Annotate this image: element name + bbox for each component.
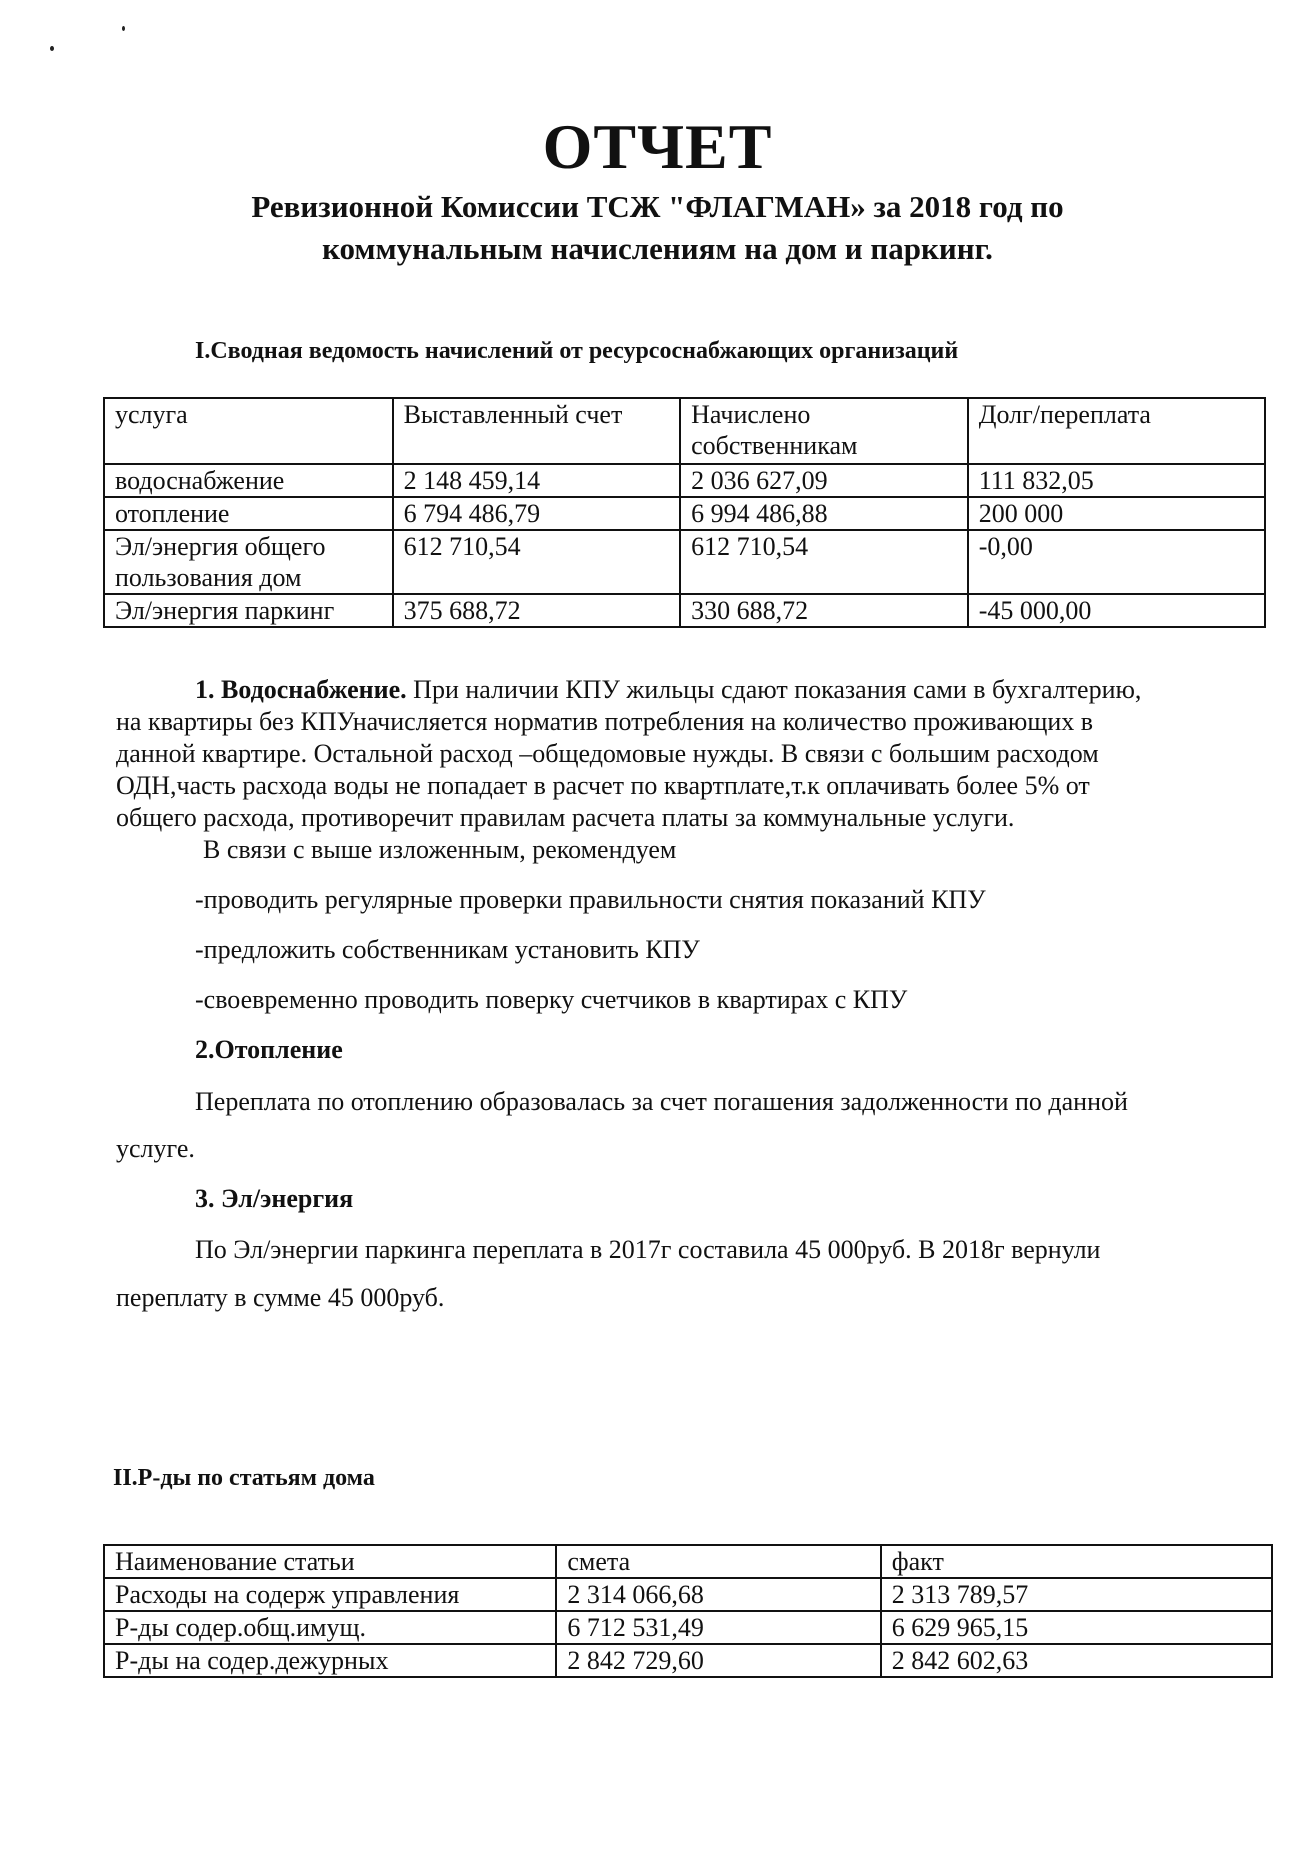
table-row — [104, 497, 1265, 530]
water-paragraph-line: на квартиры без КПУначисляется норматив потребления на количество проживающих в — [116, 707, 1094, 736]
water-paragraph-line: В связи с выше изложенным, рекомендуем — [203, 835, 677, 864]
recommendation-item: -предложить собственникам установить КПУ — [195, 935, 700, 964]
header-cell: Наименование статьи — [104, 1545, 556, 1578]
table-row — [104, 1644, 1272, 1677]
header-cell: Начислено собственникам — [680, 398, 968, 464]
heating-text: услуге. — [116, 1134, 195, 1163]
table-cell: 2 313 789,57 — [881, 1578, 1272, 1611]
water-paragraph-line — [195, 674, 1141, 706]
header-cell: услуга — [104, 398, 393, 464]
recommendation-item: -своевременно проводить поверку счетчиков в квартирах с КПУ — [195, 985, 908, 1014]
table-cell: Р-ды на содер.дежурных — [104, 1644, 556, 1677]
water-paragraph-line: общего расхода, противоречит правилам расчета платы за коммунальные услуги. — [116, 803, 1015, 832]
table-header-row — [104, 398, 1265, 464]
table-cell: 2 842 602,63 — [881, 1644, 1272, 1677]
table-cell: 200 000 — [968, 497, 1265, 530]
table-cell: отопление — [104, 497, 393, 530]
table-row — [104, 1578, 1272, 1611]
table-cell: 2 036 627,09 — [680, 464, 968, 497]
report-subtitle — [150, 186, 1165, 270]
scan-speck — [50, 46, 54, 51]
table-cell: Р-ды содер.общ.имущ. — [104, 1611, 556, 1644]
header-cell: смета — [556, 1545, 880, 1578]
table-cell: 2 314 066,68 — [556, 1578, 880, 1611]
scan-speck — [122, 26, 125, 31]
heating-heading: 2.Отопление — [195, 1035, 343, 1064]
section-2-heading: II.Р-ды по статьям дома — [113, 1465, 375, 1491]
table-cell: 612 710,54 — [680, 530, 968, 594]
electricity-text: По Эл/энергии паркинга переплата в 2017г составила 45 000руб. В 2018г вернули — [195, 1235, 1101, 1264]
table-row — [104, 1611, 1272, 1644]
table-cell: 2 842 729,60 — [556, 1644, 880, 1677]
table-cell: 111 832,05 — [968, 464, 1265, 497]
table-cell: водоснабжение — [104, 464, 393, 497]
water-paragraph-line: ОДН,часть расхода воды не попадает в расчет по квартплате,т.к оплачивать более 5% от — [116, 771, 1090, 800]
table-cell: 6 712 531,49 — [556, 1611, 880, 1644]
table-row — [104, 464, 1265, 497]
electricity-text: переплату в сумме 45 000руб. — [116, 1283, 445, 1312]
table-cell: Эл/энергия общего пользования дом — [104, 530, 393, 594]
heating-text: Переплата по отоплению образовалась за счет погашения задолженности по данной — [195, 1087, 1128, 1116]
charges-summary-table — [103, 397, 1266, 628]
table-cell: 6 794 486,79 — [393, 497, 681, 530]
subtitle-line: Ревизионной Комиссии ТСЖ "ФЛАГМАН» за 2018 год по — [251, 189, 1064, 224]
table-cell: 2 148 459,14 — [393, 464, 681, 497]
house-expenses-table — [103, 1544, 1273, 1678]
table-cell: 612 710,54 — [393, 530, 681, 594]
water-heading: 1. Водоснабжение. — [195, 675, 407, 704]
table-cell: -45 000,00 — [968, 594, 1265, 627]
water-paragraph-line: данной квартире. Остальной расход –общедомовые нужды. В связи с большим расходом — [116, 739, 1099, 768]
recommendation-item: -проводить регулярные проверки правильности снятия показаний КПУ — [195, 885, 986, 914]
header-cell: Долг/переплата — [968, 398, 1265, 464]
header-cell: Выставленный счет — [393, 398, 681, 464]
table-row — [104, 594, 1265, 627]
subtitle-line: коммунальным начислениям на дом и паркинг. — [322, 231, 993, 266]
report-title: ОТЧЕТ — [542, 111, 773, 182]
table-cell: 330 688,72 — [680, 594, 968, 627]
table-cell: Расходы на содерж управления — [104, 1578, 556, 1611]
header-cell: факт — [881, 1545, 1272, 1578]
table-cell: -0,00 — [968, 530, 1265, 594]
table-cell: Эл/энергия паркинг — [104, 594, 393, 627]
section-1-heading: I.Сводная ведомость начислений от ресурсоснабжающих организаций — [195, 338, 959, 364]
table-cell: 6 994 486,88 — [680, 497, 968, 530]
water-text: При наличии КПУ жильцы сдают показания сами в бухгалтерию, — [413, 675, 1142, 704]
table-cell: 6 629 965,15 — [881, 1611, 1272, 1644]
table-header-row — [104, 1545, 1272, 1578]
table-cell: 375 688,72 — [393, 594, 681, 627]
electricity-heading: 3. Эл/энергия — [195, 1184, 354, 1213]
table-row — [104, 530, 1265, 594]
